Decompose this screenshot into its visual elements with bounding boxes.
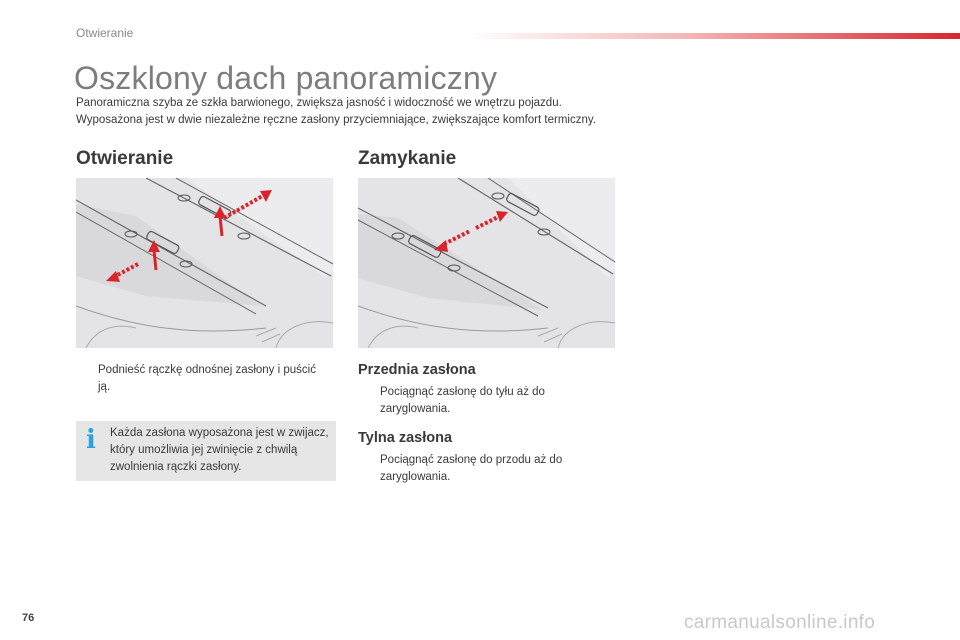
closing-illustration	[358, 178, 615, 348]
info-icon: i	[86, 425, 96, 455]
rear-blind-heading: Tylna zasłona	[358, 430, 453, 446]
info-note	[76, 421, 336, 481]
sunroof-open-diagram	[76, 178, 333, 348]
page-title: Oszklony dach panoramiczny	[74, 60, 498, 96]
opening-instruction-text: Podnieść rączkę odnośnej zasłony i puścić ją.	[98, 364, 316, 393]
rear-blind-instruction-text: Pociągnąć zasłonę do przodu aż do zaryglowania.	[380, 454, 563, 483]
info-note-text: Każda zasłona wyposażona jest w zwijacz, który umożliwia jej zwinięcie z chwilą zwolnienia rączki zasłony.	[110, 427, 329, 473]
page-number: 76	[22, 612, 35, 624]
rear-blind-instruction	[358, 452, 598, 486]
intro-paragraph: Panoramiczna szyba ze szkła barwionego, zwiększa jasność i widoczność we wnętrzu pojazdu. Wyposażona jest w dwie niezależne ręczne zasłony przyciemniające, zwiększające komfort termiczny.	[76, 97, 596, 126]
front-blind-instruction-text: Pociągnąć zasłonę do tyłu aż do zaryglowania.	[380, 386, 545, 415]
opening-heading: Otwieranie	[76, 148, 174, 169]
watermark: carmanualsonline.info	[684, 612, 876, 633]
front-blind-instruction	[358, 384, 598, 418]
header-section-title: Otwieranie	[76, 26, 134, 40]
closing-heading: Zamykanie	[358, 148, 457, 169]
opening-instruction	[76, 362, 326, 396]
header-accent-bar	[470, 33, 960, 39]
sunroof-close-diagram	[358, 178, 615, 348]
opening-illustration	[76, 178, 333, 348]
front-blind-heading: Przednia zasłona	[358, 362, 476, 378]
